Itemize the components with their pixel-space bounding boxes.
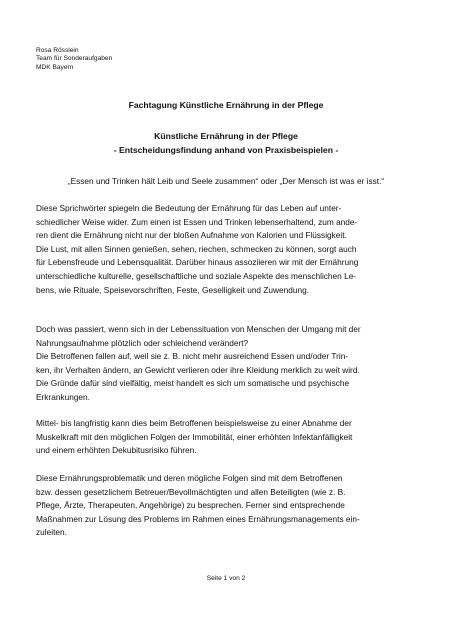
author-block bbox=[36, 47, 112, 72]
text-line: Maßnahmen zur Lösung des Problems im Rahmen eines Ernährungsmanagements ein- bbox=[36, 513, 360, 524]
document-subtitle: - Entscheidungsfindung anhand von Praxisbeispielen - bbox=[113, 145, 339, 155]
text-line: bzw. dessen gesetzlichem Betreuer/Bevollmächtigten und allen Beteiligten (wie z. B. bbox=[36, 486, 346, 497]
author-org: MDK Bayern bbox=[36, 63, 74, 71]
page-number-footer: Seite 1 von 2 bbox=[206, 575, 246, 582]
text-line: Die Gründe dafür sind vielfältig, meist handelt es sich um somatische und psychische bbox=[36, 378, 350, 389]
paragraph-4 bbox=[36, 472, 426, 540]
text-line: und einem erhöhten Dekubitusrisiko führen. bbox=[36, 445, 197, 456]
document-title: Künstliche Ernährung in der Pflege bbox=[154, 131, 298, 141]
text-line: Doch was passiert, wenn sich in der Lebenssituation von Menschen der Umgang mit der bbox=[36, 324, 361, 334]
text-line: schiedlicher Weise wider. Zum einen ist Essen und Trinken lebenserhaltend, zum ande- bbox=[36, 216, 358, 227]
paragraph-3 bbox=[36, 417, 426, 458]
author-team: Team für Sonderaufgaben bbox=[36, 55, 113, 63]
text-line: Nahrungsaufnahme plötzlich oder schleichend verändert? bbox=[36, 337, 249, 348]
text-line: Die Betroffenen fallen auf, weil sie z. B. nicht mehr ausreichend Essen und/oder Trin- bbox=[36, 351, 349, 362]
paragraph-2 bbox=[36, 323, 426, 405]
text-line: Muskelkraft mit den möglichen Folgen der Immobilität, einer erhöhten Infektanfälligkeit bbox=[36, 431, 353, 442]
text-line: Pflege, Ärzte, Therapeuten, Angehörige) zu besprechen. Ferner sind entsprechende bbox=[36, 500, 345, 511]
text-line: ren dient die Ernährung nicht nur der bloßen Aufnahme von Kalorien und Flüssigkeit. bbox=[36, 230, 347, 241]
text-line: Diese Sprichwörter spiegeln die Bedeutung der Ernährung für das Leben auf unter- bbox=[36, 203, 342, 213]
paragraph-1 bbox=[36, 202, 426, 297]
text-line: bens, wie Rituale, Speisevorschriften, Feste, Geselligkeit und Zuwendung. bbox=[36, 284, 310, 295]
conference-heading: Fachtagung Künstliche Ernährung in der Pflege bbox=[128, 100, 324, 110]
quote: „Essen und Trinken hält Leib und Seele zusammen“ oder „Der Mensch ist was er isst.“ bbox=[67, 176, 385, 186]
text-line: Mittel- bis langfristig kann dies beim Betroffenen beispielsweise zu einer Abnahme der bbox=[36, 418, 352, 428]
text-line: für Lebensfreude und Lebensqualität. Darüber hinaus assoziieren wir mit der Ernährung bbox=[36, 257, 359, 268]
text-line: Erkrankungen. bbox=[36, 391, 90, 402]
text-line: Die Lust, mit allen Sinnen genießen, sehen, riechen, schmecken zu können, sorgt auch bbox=[36, 243, 357, 254]
author-name: Rosa Rösslein bbox=[36, 47, 79, 54]
text-line: zuleiten. bbox=[36, 527, 67, 538]
text-line: unterschiedliche kulturelle, gesellschaftliche und soziale Aspekte des menschlichen Le- bbox=[36, 270, 357, 281]
text-line: Diese Ernährungsproblematik und deren mögliche Folgen sind mit dem Betroffenen bbox=[36, 473, 343, 483]
text-line: ken, ihr Verhalten ändern, an Gewicht verlieren oder ihre Kleidung merklich zu weit wird. bbox=[36, 364, 360, 375]
